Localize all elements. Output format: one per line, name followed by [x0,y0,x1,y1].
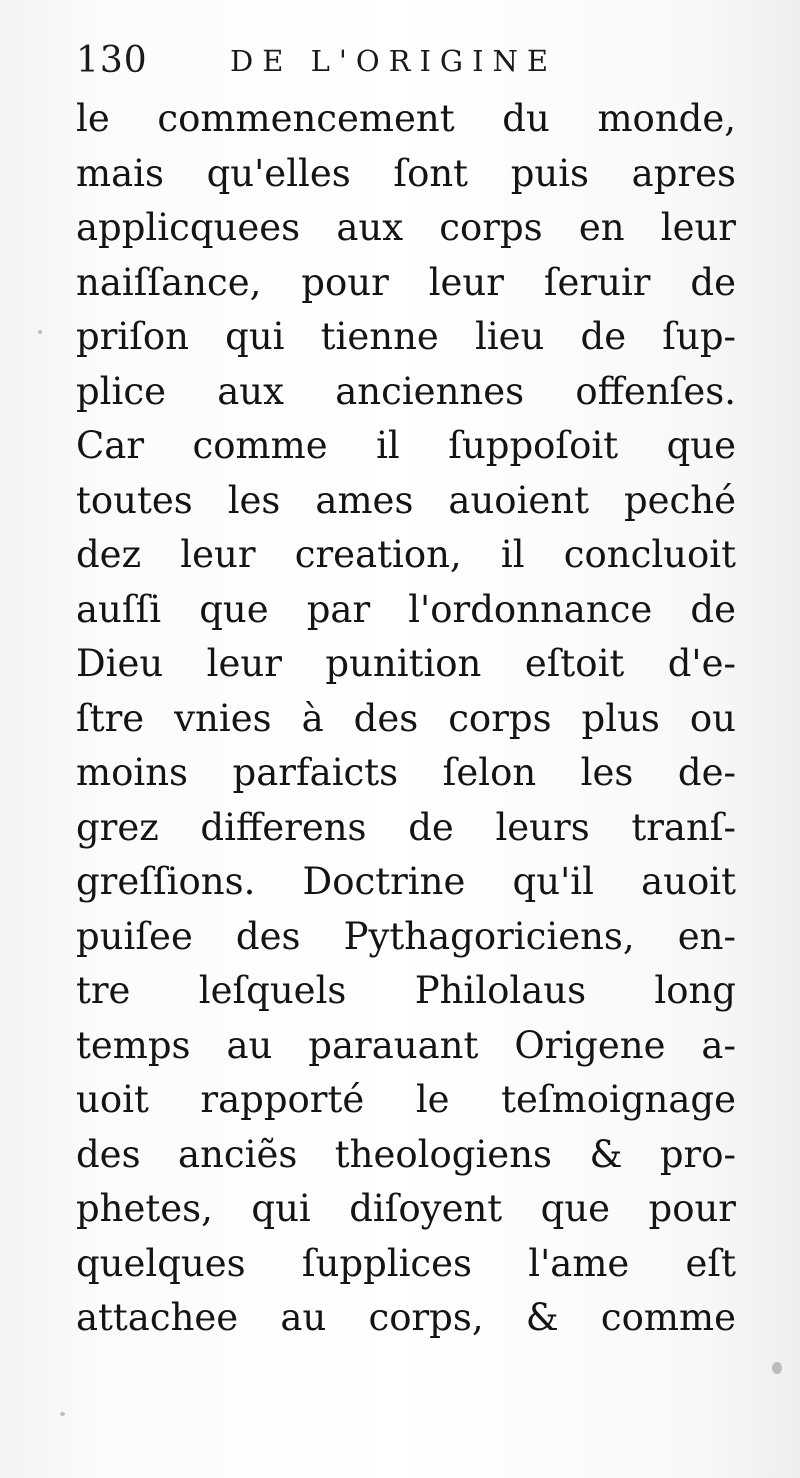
text-line: uoit rapporté le teſmoignage [76,1078,736,1121]
text-line: moins parfaicts ſelon les de- [76,751,736,794]
text-line: attachee au corps, & comme [76,1296,736,1339]
text-line: phetes, qui diſoyent que pour [76,1187,736,1230]
page-header [76,40,736,88]
text-line: mais qu'elles ſont puis apres [76,151,736,195]
text-line: applicquees aux corps en leur [76,206,736,249]
text-line: naiſſance, pour leur ſeruir de [76,260,736,304]
running-head: DE L'ORIGINE [230,44,558,78]
text-line: plice aux anciennes offenſes. [76,369,736,413]
text-line: toutes les ames auoient peché [76,478,736,522]
page-number: 130 [76,40,148,81]
text-line: tre leſquels Philolaus long [76,969,736,1012]
text-line: puiſee des Pythagoriciens, en- [76,914,736,958]
text-line: auſſi que par l'ordonnance de [76,587,736,631]
text-line: greſſions. Doctrine qu'il auoit [76,860,736,903]
text-line: le commencement du monde, [76,97,736,140]
paper-speck [772,1362,782,1374]
text-line: temps au parauant Origene a- [76,1023,736,1067]
text-line: Dieu leur punition eſtoit d'e- [76,642,736,685]
text-line: dez leur creation, il concluoit [76,533,736,576]
text-line: Car comme il ſuppoſoit que [76,424,736,467]
paper-speck [60,1412,65,1416]
paper-speck [38,330,42,334]
text-line: quelques ſupplices l'ame eſt [76,1241,736,1285]
text-line: des anciẽs theologiens & pro- [76,1132,736,1176]
text-line: grez differens de leurs tranſ- [76,805,736,849]
text-line: priſon qui tienne lieu de ſup- [76,315,736,358]
text-line: ſtre vnies à des corps plus ou [76,696,736,740]
body-text [76,92,736,1346]
